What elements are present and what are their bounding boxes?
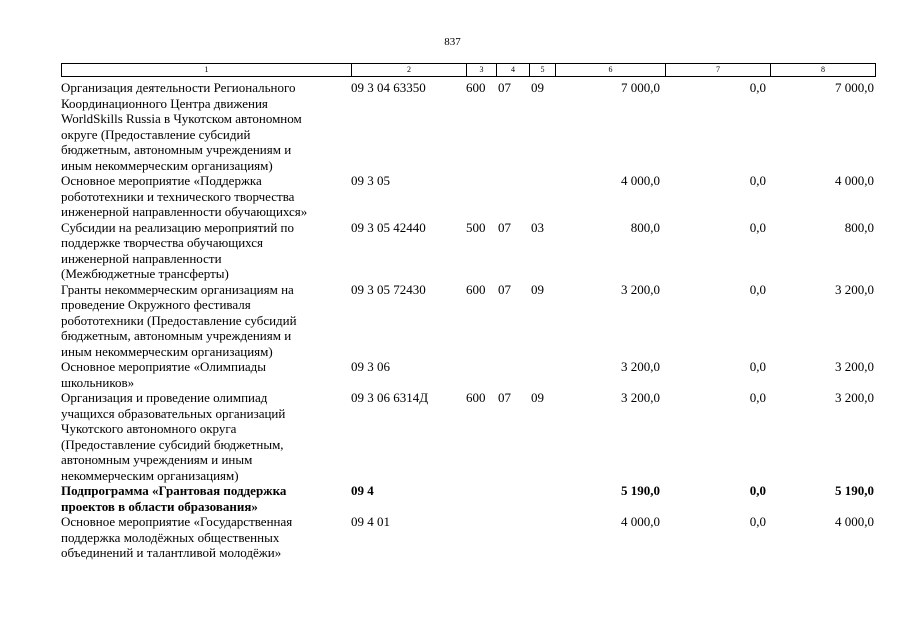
row-col-7: 0,0 xyxy=(749,483,766,498)
row-title xyxy=(61,390,353,483)
row-col-7: 0,0 xyxy=(749,173,766,188)
row-title-line: Организация деятельности Регионального xyxy=(61,80,296,95)
row-title-line: (Межбюджетные трансферты) xyxy=(61,266,229,281)
row-col-5: 09 xyxy=(531,390,544,405)
row-col-3: 600 xyxy=(466,281,486,297)
page-number: 837 xyxy=(444,36,461,48)
table-row xyxy=(61,390,876,483)
header-col-1: 1 xyxy=(62,64,352,76)
row-col-8: 4 000,0 xyxy=(835,173,874,188)
row-title xyxy=(61,220,353,282)
row-col-6: 5 190,0 xyxy=(621,483,660,498)
row-title-line: WorldSkills Russia в Чукотском автономном xyxy=(61,111,302,126)
row-title-line: Чукотского автономного округа xyxy=(61,421,237,436)
row-col-5: 09 xyxy=(531,281,544,297)
row-title-line: Организация и проведение олимпиад xyxy=(61,390,268,405)
header-col-6: 6 xyxy=(556,64,666,76)
row-code: 09 3 06 xyxy=(351,359,390,374)
row-code: 09 3 06 6314Д xyxy=(351,390,429,405)
row-col-7: 0,0 xyxy=(749,219,766,235)
header-col-5: 5 xyxy=(530,64,556,76)
row-title-line: инженерной направленности xyxy=(61,250,222,266)
row-col-6: 3 200,0 xyxy=(621,390,660,405)
row-col-4: 07 xyxy=(498,390,511,405)
row-title-line: округе (Предоставление субсидий xyxy=(61,126,251,142)
row-title-line: иным некоммерческим организациям) xyxy=(61,343,273,359)
row-title-line: поддержке творчества обучающихся xyxy=(61,235,264,250)
row-title-line: бюджетным, автономным учреждениям и xyxy=(61,328,292,343)
row-col-7: 0,0 xyxy=(749,390,766,405)
row-code: 09 4 01 xyxy=(351,514,390,529)
row-title-line: проектов в области образования» xyxy=(61,498,258,514)
table-row xyxy=(61,514,876,561)
row-col-7: 0,0 xyxy=(749,80,766,95)
row-title-line: Основное мероприятие «Олимпиады xyxy=(61,359,267,374)
row-col-8: 3 200,0 xyxy=(835,390,874,405)
table-header xyxy=(61,63,876,77)
header-col-2: 2 xyxy=(352,64,467,76)
row-col-4: 07 xyxy=(498,281,511,297)
row-title-line: (Предоставление субсидий бюджетным, xyxy=(61,436,284,452)
row-title xyxy=(61,173,353,220)
table-row xyxy=(61,359,876,390)
row-col-6: 3 200,0 xyxy=(621,359,660,374)
row-title-line: иным некоммерческим организациям) xyxy=(61,157,273,173)
row-col-6: 3 200,0 xyxy=(621,281,660,297)
row-col-4: 07 xyxy=(498,219,511,235)
table-row xyxy=(61,220,876,282)
row-col-5: 09 xyxy=(531,80,544,95)
row-code: 09 3 04 63350 xyxy=(351,80,426,95)
table-row xyxy=(61,282,876,360)
row-title-line: автономным учреждениям и иным xyxy=(61,452,253,467)
row-col-6: 4 000,0 xyxy=(621,514,660,529)
header-col-8: 8 xyxy=(771,64,876,76)
row-title-line: Субсидии на реализацию мероприятий по xyxy=(61,219,295,235)
row-title-line: поддержка молодёжных общественных xyxy=(61,529,280,545)
row-title-line: бюджетным, автономным учреждениям и xyxy=(61,142,292,157)
row-col-5: 03 xyxy=(531,219,544,235)
row-title-line: Координационного Центра движения xyxy=(61,95,268,111)
row-title xyxy=(61,514,353,561)
row-title xyxy=(61,282,353,360)
table-row xyxy=(61,80,876,173)
header-col-3: 3 xyxy=(467,64,497,76)
row-code: 09 4 xyxy=(351,483,374,498)
row-col-8: 5 190,0 xyxy=(835,483,874,498)
row-title-line: Подпрограмма «Грантовая поддержка xyxy=(61,483,287,498)
table-row xyxy=(61,483,876,514)
row-title-line: робототехники и технического творчества xyxy=(61,188,295,204)
row-title-line: объединений и талантливой молодёжи» xyxy=(61,545,282,560)
row-col-8: 800,0 xyxy=(844,219,874,235)
row-title xyxy=(61,80,353,173)
row-title-line: проведение Окружного фестиваля xyxy=(61,297,251,312)
row-col-4: 07 xyxy=(498,80,511,95)
header-col-7: 7 xyxy=(666,64,771,76)
row-col-6: 4 000,0 xyxy=(621,173,660,188)
row-col-8: 3 200,0 xyxy=(835,359,874,374)
row-col-7: 0,0 xyxy=(749,514,766,529)
row-col-8: 7 000,0 xyxy=(835,80,874,95)
row-title-line: инженерной направленности обучающихся» xyxy=(61,204,308,219)
row-title-line: учащихся образовательных организаций xyxy=(61,405,286,421)
row-code: 09 3 05 42440 xyxy=(351,219,426,235)
row-title-line: Основное мероприятие «Государственная xyxy=(61,514,293,529)
row-col-8: 4 000,0 xyxy=(835,514,874,529)
row-code: 09 3 05 72430 xyxy=(351,281,426,297)
row-col-3: 500 xyxy=(466,219,486,235)
row-col-3: 600 xyxy=(466,390,486,405)
row-title-line: школьников» xyxy=(61,374,135,390)
table-row xyxy=(61,173,876,220)
row-col-6: 800,0 xyxy=(630,219,660,235)
row-code: 09 3 05 xyxy=(351,173,390,188)
row-title-line: Основное мероприятие «Поддержка xyxy=(61,173,262,188)
row-title-line: некоммерческим организациям) xyxy=(61,467,239,483)
row-title-line: Гранты некоммерческим организациям на xyxy=(61,281,294,297)
row-col-7: 0,0 xyxy=(749,281,766,297)
row-title xyxy=(61,359,353,390)
row-title-line: робототехники (Предоставление субсидий xyxy=(61,312,297,328)
row-col-7: 0,0 xyxy=(749,359,766,374)
row-col-6: 7 000,0 xyxy=(621,80,660,95)
row-title xyxy=(61,483,353,514)
row-col-3: 600 xyxy=(466,80,486,95)
table-body xyxy=(61,80,876,561)
row-col-8: 3 200,0 xyxy=(835,281,874,297)
header-col-4: 4 xyxy=(497,64,530,76)
